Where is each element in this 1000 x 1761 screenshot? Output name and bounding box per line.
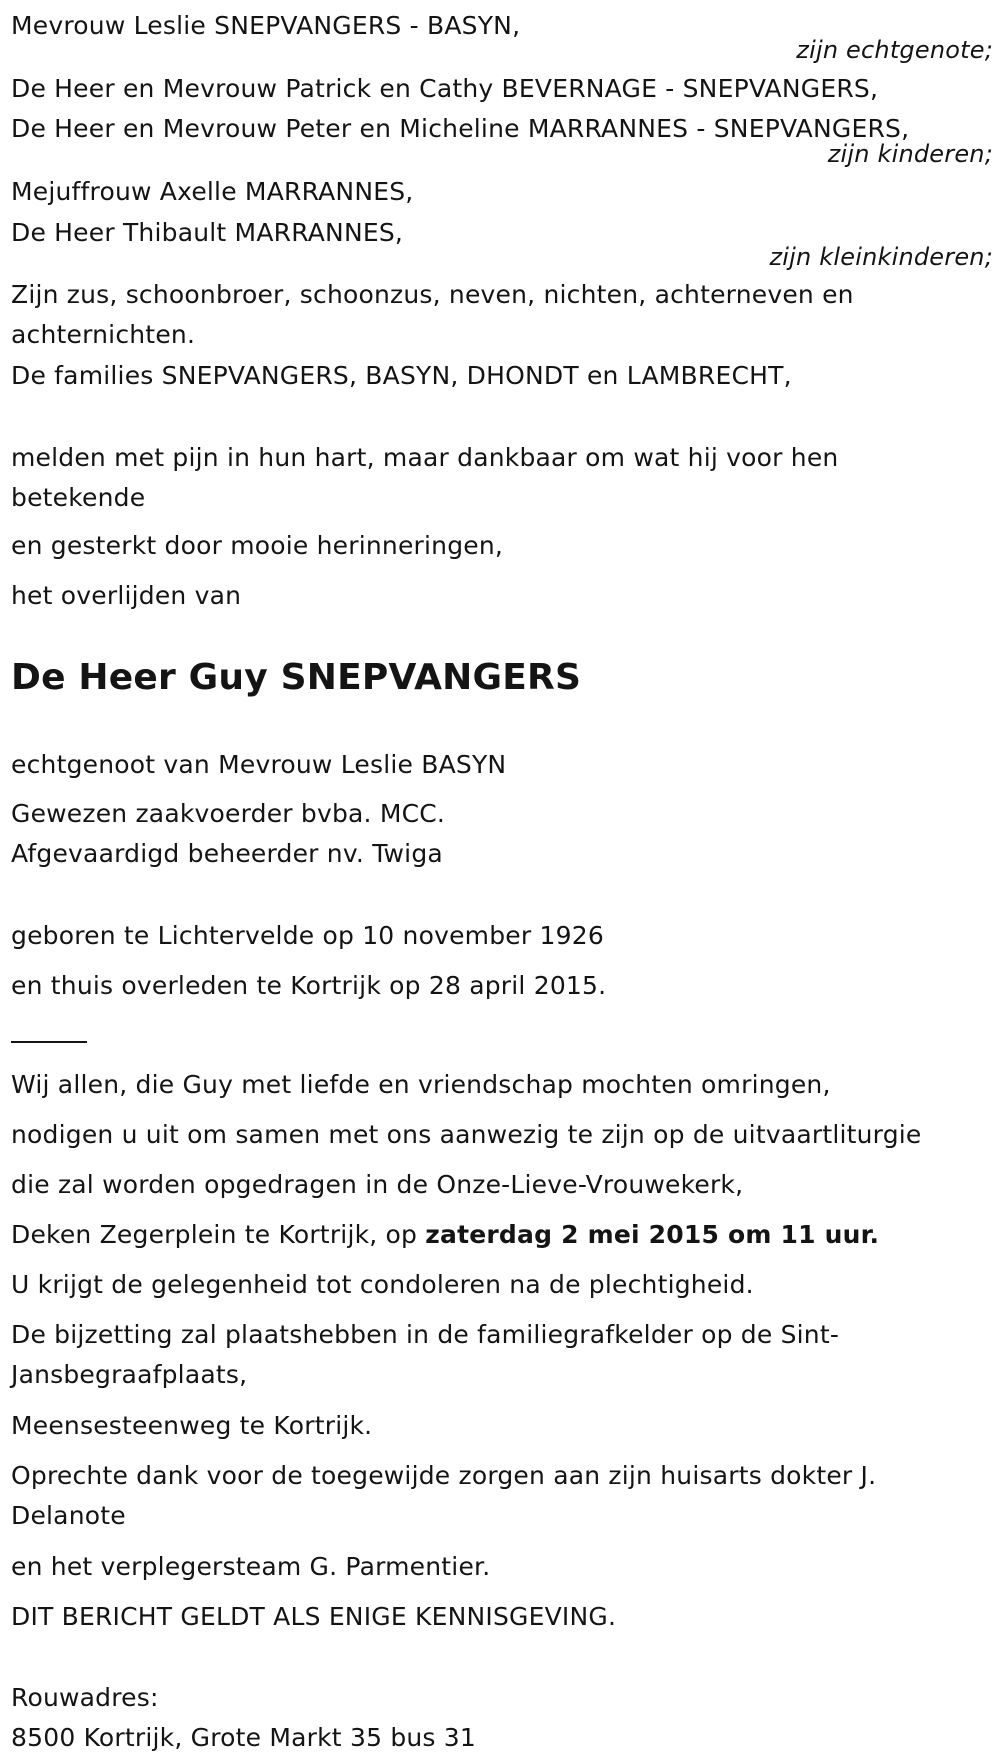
funeral-line-3: die zal worden opgedragen in de Onze-Lieve-Vrouwekerk, xyxy=(11,1170,744,1199)
grandchildren-role: zijn kleinkinderen; xyxy=(769,243,993,271)
intro-line-3: het overlijden van xyxy=(11,581,242,610)
child-line-2: De Heer en Mevrouw Peter en Micheline MARRANNES - SNEPVANGERS, xyxy=(11,114,910,143)
spouse-line: Mevrouw Leslie SNEPVANGERS - BASYN, xyxy=(11,11,521,40)
funeral-line-2: nodigen u uit om samen met ons aanwezig te zijn op de uitvaartliturgie xyxy=(11,1120,922,1149)
funeral-line-1: Wij allen, die Guy met liefde en vriendschap mochten omringen, xyxy=(11,1070,831,1099)
funeral-line-4-prefix: Deken Zegerplein te Kortrijk, op xyxy=(11,1220,426,1249)
deceased-role-2: Afgevaardigd beheerder nv. Twiga xyxy=(11,839,443,868)
grandchild-line-1: Mejuffrouw Axelle MARRANNES, xyxy=(11,177,414,206)
funeral-line-4 xyxy=(11,1215,879,1255)
funeral-line-8: Oprechte dank voor de toegewijde zorgen aan zijn huisarts dokter J. Delanote xyxy=(11,1461,877,1530)
address-value: 8500 Kortrijk, Grote Markt 35 bus 31 xyxy=(11,1723,477,1752)
funeral-datetime: zaterdag 2 mei 2015 om 11 uur. xyxy=(425,1220,880,1249)
death-line: en thuis overleden te Kortrijk op 28 april 2015. xyxy=(11,971,607,1000)
funeral-line-7: Meensesteenweg te Kortrijk. xyxy=(11,1411,373,1440)
funeral-line-9: en het verplegersteam G. Parmentier. xyxy=(11,1552,491,1581)
deceased-role-1: Gewezen zaakvoerder bvba. MCC. xyxy=(11,799,446,828)
funeral-line-10: DIT BERICHT GELDT ALS ENIGE KENNISGEVING. xyxy=(11,1602,617,1631)
child-line-1: De Heer en Mevrouw Patrick en Cathy BEVERNAGE - SNEPVANGERS, xyxy=(11,74,879,103)
children-role: zijn kinderen; xyxy=(827,140,993,168)
intro-line-1: melden met pijn in hun hart, maar dankbaar om wat hij voor hen betekende xyxy=(11,443,839,512)
funeral-line-6: De bijzetting zal plaatshebben in de familiegrafkelder op de Sint-Jansbegraafplaats, xyxy=(11,1320,840,1389)
separator-line xyxy=(11,1041,87,1043)
deceased-spouse-of: echtgenoot van Mevrouw Leslie BASYN xyxy=(11,750,507,779)
death-announcement xyxy=(11,0,993,1761)
grandchild-line-2: De Heer Thibault MARRANNES, xyxy=(11,218,404,247)
deceased-name: De Heer Guy SNEPVANGERS xyxy=(11,657,582,698)
spouse-role: zijn echtgenote; xyxy=(796,36,993,64)
relatives-text: Zijn zus, schoonbroer, schoonzus, neven, nichten, achterneven en achternichten. xyxy=(11,280,854,349)
address-label: Rouwadres: xyxy=(11,1683,159,1712)
funeral-line-5: U krijgt de gelegenheid tot condoleren na de plechtigheid. xyxy=(11,1270,754,1299)
birth-line: geboren te Lichtervelde op 10 november 1926 xyxy=(11,921,604,950)
intro-line-2: en gesterkt door mooie herinneringen, xyxy=(11,531,504,560)
families-line: De families SNEPVANGERS, BASYN, DHONDT en LAMBRECHT, xyxy=(11,361,792,390)
